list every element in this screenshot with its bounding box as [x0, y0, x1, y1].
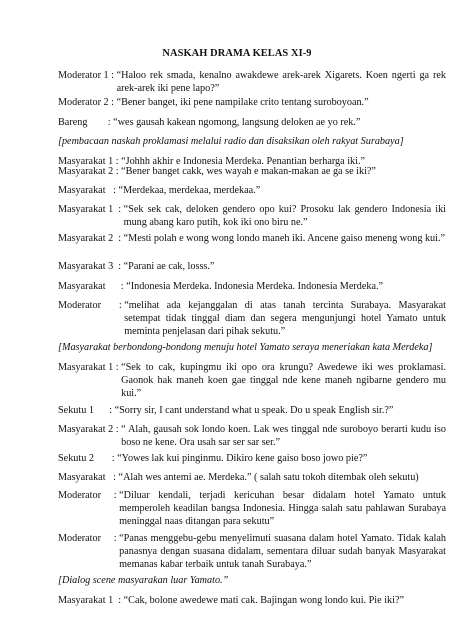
speaker-label: Bareng : — [58, 117, 114, 128]
speaker-label: Sekutu 1 : — [58, 405, 115, 416]
dialogue-text: “Merdekaa, merdekaa, merdekaa.” — [118, 185, 261, 196]
dialogue-line — [58, 453, 446, 466]
dialogue-line — [58, 233, 446, 246]
speaker-label: Masyarakat 1 : — [58, 204, 124, 215]
speaker-label: Masyarakat 2 : — [58, 233, 124, 244]
dialogue-line — [58, 281, 446, 294]
dialogue-line — [58, 472, 446, 485]
dialogue-line — [58, 490, 446, 528]
dialogue-line — [58, 424, 446, 450]
dialogue-text: “Parani ae cak, losss.” — [123, 261, 215, 272]
speaker-label: Moderator 2 : — [58, 97, 117, 108]
dialogue-text: “Indonesia Merdeka. Indonesia Merdeka. Indonesia Merdeka.” — [126, 281, 384, 292]
stage-direction: [pembacaan naskah proklamasi melalui radio dan disaksikan oleh rakyat Surabaya] — [58, 136, 404, 147]
stage-direction: [Dialog scene masyarakan luar Yamato.” — [58, 575, 229, 586]
speaker-label: Masyarakat 2 : — [58, 424, 122, 435]
dialogue-text: “Alah wes antemi ae. Merdeka.” ( salah satu tokoh ditembak oleh sekutu) — [118, 472, 419, 483]
dialogue-line — [58, 300, 446, 338]
dialogue-text: “Panas menggebu-gebu menyelimuti suasana dalam hotel Yamato. Tidak kalah panasnya dengan suasana didalam, sementara diluar sudah banyak Masyarakat memanas kabar terbaik untuk tanah Surabaya.” — [119, 533, 446, 570]
dialogue-line — [58, 185, 446, 198]
dialogue-text: “Cak, bolone awedewe mati cak. Bajingan wong londo kui. Pie iki?” — [123, 595, 405, 606]
dialogue-text: “Sorry sir, I cant understand what u speak. Do u speak English sir.?” — [114, 405, 394, 416]
dialogue-line — [58, 595, 446, 608]
dialogue-text: “Johhh akhir e Indonesia Merdeka. Penantian berharga iki.” — [121, 156, 366, 167]
speaker-label: Masyarakat 1 : — [58, 595, 124, 606]
dialogue-text: “Haloo rek smada, kenalno awakdewe arek-arek Xigarets. Koen ngerti ga rek arek-arek iki pene lapo?” — [116, 70, 446, 94]
dialogue-line — [58, 405, 446, 418]
dialogue-text: “Diluar kendali, terjadi kericuhan besar didalam hotel Yamato untuk memperoleh keadilan bangsa Indonesia. Hingga salah satu pahlawan Surabaya meninggal naas ditangan para sekutu” — [119, 490, 446, 527]
speaker-label: Masyarakat : — [58, 472, 119, 483]
dialogue-text: “wes gausah kakean ngomong, langsung deloken ae yo rek.” — [113, 117, 361, 128]
dialogue-line — [58, 362, 446, 400]
speaker-label: Moderator 1 : — [58, 70, 117, 81]
script-title: NASKAH DRAMA KELAS XI-9 — [162, 48, 312, 59]
dialogue-line — [58, 166, 446, 179]
dialogue-text: “Yowes lak kui pinginmu. Dikiro kene gaiso boso jowo pie?” — [117, 453, 368, 464]
dialogue-text: “Sek sek cak, deloken gendero opo kui? Prosoku lak gendero Indonesia iki mung abang karo putih, kok iki ono biru ne.” — [123, 204, 446, 228]
dialogue-text: “Bener banget, iki pene nampilake crito tentang suroboyoan.” — [116, 97, 369, 108]
dialogue-text: “Bener banget cakk, wes wayah e makan-makan ae ga se iki?” — [121, 166, 376, 177]
speaker-label: Masyarakat 2 : — [58, 166, 122, 177]
stage-direction: [Masyarakat berbondong-bondong menuju hotel Yamato seraya meneriakan kata Merdeka] — [58, 342, 433, 353]
speaker-label: Moderator : — [58, 300, 125, 311]
speaker-label: Masyarakat 3 : — [58, 261, 124, 272]
dialogue-text: “Sek to cak, kupingmu iki opo ora krungu? Awedewe iki wes proklamasi. Gaonok hak maneh koen gae tinggal nde kene maneh ngibarne gendero mu kui.” — [121, 362, 446, 399]
speaker-label: Masyarakat 1 : — [58, 156, 122, 167]
dialogue-line — [58, 97, 446, 110]
dialogue-text: “Mesti polah e wong wong londo maneh iki. Ancene gaiso meneng wong kui.” — [123, 233, 446, 244]
speaker-label: Masyarakat : — [58, 281, 127, 292]
speaker-label: Sekutu 2 : — [58, 453, 118, 464]
speaker-label: Moderator : — [58, 533, 120, 544]
dialogue-line — [58, 261, 446, 274]
speaker-label: Masyarakat : — [58, 185, 119, 196]
dialogue-text: “ Alah, gausah sok londo koen. Lak wes tinggal nde suroboyo berarti kudu iso boso ne kene. Ora usah sar ser sar ser.” — [121, 424, 446, 448]
dialogue-line — [58, 70, 446, 96]
speaker-label: Masyarakat 1 : — [58, 362, 122, 373]
dialogue-text: “melihat ada kejanggalan di atas tanah tercinta Surabaya. Masyarakat setempat tidak tinggal diam dan segera mengunjungi hotel Yamato untuk meminta penjelasan dari pihak sekutu.” — [124, 300, 446, 337]
speaker-label: Moderator : — [58, 490, 120, 501]
dialogue-line — [58, 117, 446, 130]
dialogue-line — [58, 204, 446, 230]
dialogue-line — [58, 533, 446, 571]
